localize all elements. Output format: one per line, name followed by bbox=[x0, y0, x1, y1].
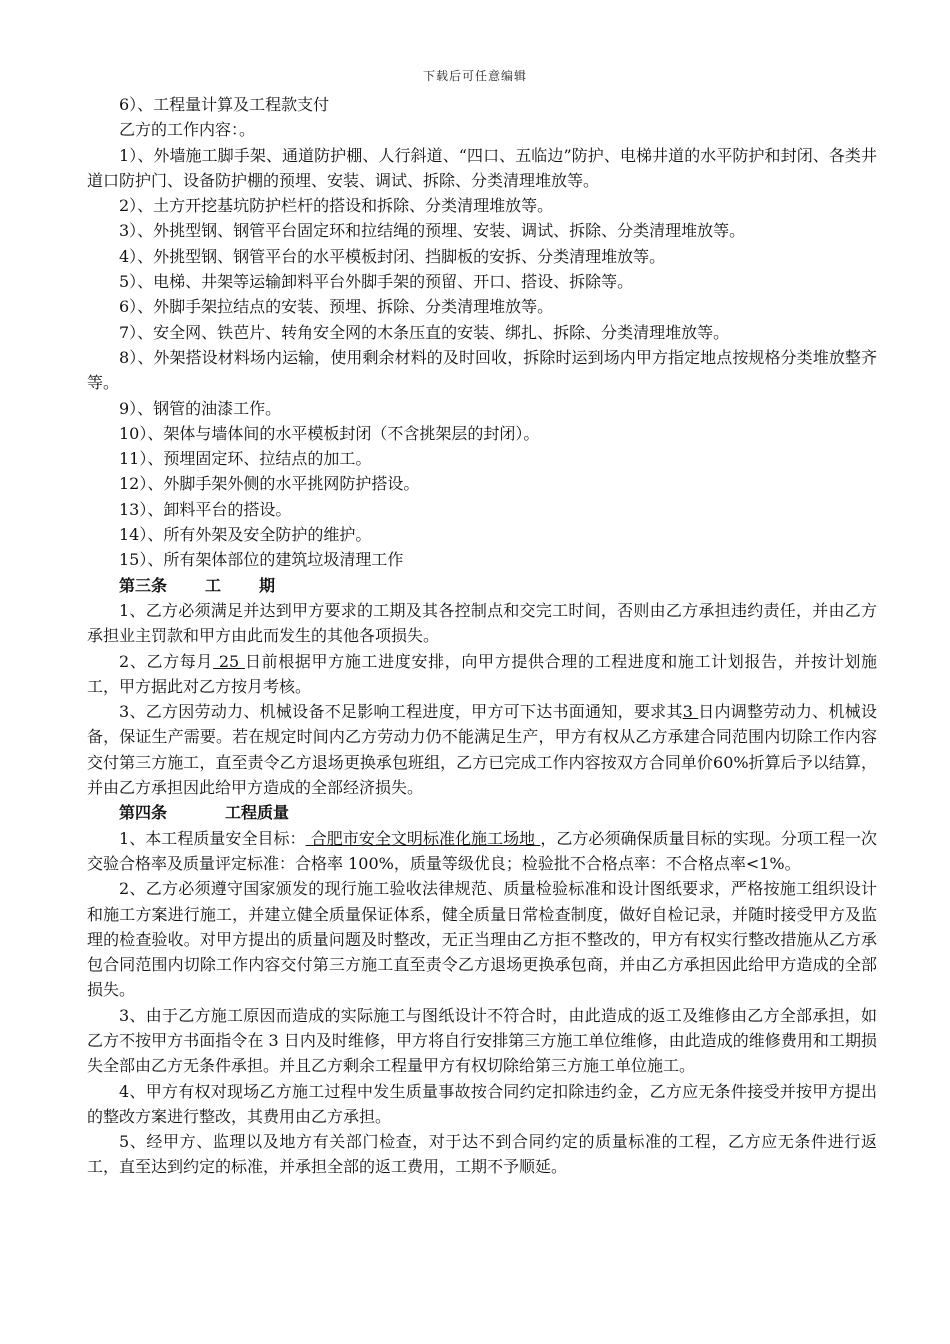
work-item-10: 10）、架体与墙体间的水平模板封闭（不含挑架层的封闭）。 bbox=[119, 423, 540, 443]
work-scope-heading: 乙方的工作内容：。 bbox=[119, 120, 256, 140]
article-4-clause-4: 4、甲方有权对现场乙方施工过程中发生质量事故按合同约定扣除违约金，乙方应无条件接受并按甲方提出的整改方案进行整改，其费用由乙方承担。 bbox=[87, 1081, 877, 1126]
item-6-line: 6）、工程量计算及工程款支付 bbox=[119, 95, 330, 114]
clause-3-text-a: 3、乙方因劳动力、机械设备不足影响工程进度，甲方可下达书面通知，要求其 bbox=[119, 702, 683, 722]
clause-2-text-b: 日前根据甲方施工进度安排，向甲方提供合理的工程进度和施工计划报告，并按计划施工，甲方据此对乙方按月考核。 bbox=[87, 651, 878, 696]
article-3-title-char-1: 工 bbox=[205, 575, 222, 595]
article-3-label: 第三条 bbox=[119, 575, 168, 595]
work-item-4: 4）、外挑型钢、钢管平台的水平模板封闭、挡脚板的安拆、分类清理堆放等。 bbox=[119, 246, 666, 266]
article-4-label: 第四条 bbox=[119, 803, 168, 823]
page-header: 下载后可任意编辑 bbox=[422, 69, 527, 83]
work-item-14: 14）、所有外架及安全防护的维护。 bbox=[119, 525, 372, 545]
quality-target-field: 合肥市安全文明标准化施工场地 bbox=[305, 828, 541, 848]
work-item-11: 11）、预埋固定环、拉结点的加工。 bbox=[119, 449, 372, 469]
article-3-title bbox=[87, 573, 877, 598]
adjust-days-field: 3 bbox=[682, 702, 699, 722]
article-3-title-char-2: 期 bbox=[259, 575, 276, 595]
work-item-5: 5）、电梯、井架等运输卸料平台外脚手架的预留、开口、搭设、拆除等。 bbox=[119, 272, 634, 292]
article-4-clause-3: 3、由于乙方施工原因而造成的实际施工与图纸设计不符合时，由此造成的返工及维修由乙方全部承担，如乙方不按甲方书面指令在 3 日内及时维修，甲方将自行安排第三方施工单位维修，由此造成的维修费用和工期损失全部由乙方无条件承担。并且乙方剩余工程量甲方有权切除给第三方施工单位施工。 bbox=[87, 1005, 877, 1076]
article-4-title bbox=[87, 800, 877, 825]
work-item-13: 13）、卸料平台的搭设。 bbox=[119, 499, 292, 519]
article-3-clause-3 bbox=[87, 699, 877, 800]
work-item-1: 1）、外墙施工脚手架、通道防护棚、人行斜道、“四口、五临边”防护、电梯井道的水平防护和封闭、各类井道口防护门、设备防护棚的预埋、安装、调试、拆除、分类清理堆放等。 bbox=[87, 145, 877, 190]
work-item-15: 15）、所有架体部位的建筑垃圾清理工作 bbox=[119, 550, 404, 570]
clause-2-text-a: 2、乙方每月 bbox=[119, 651, 214, 671]
article-4-clause-5: 5、经甲方、监理以及地方有关部门检查，对于达不到合同约定的质量标准的工程，乙方应无条件进行返工，直至达到约定的标准，并承担全部的返工费用，工期不予顺延。 bbox=[87, 1132, 877, 1177]
clause-1-text-b: ，乙方必须确保质量目标的实现。分项工程一次交验合格率及质量评定标准：合格率 100%，质量等级优良；检验批不合格点率：不合格点率<1%。 bbox=[87, 828, 877, 873]
work-item-3: 3）、外挑型钢、钢管平台固定环和拉结绳的预埋、安装、调试、拆除、分类清理堆放等。 bbox=[119, 221, 746, 241]
clause-3-text-b: 日内调整劳动力、机械设备，保证生产需要。若在规定时间内乙方劳动力仍不能满足生产，甲方有权从乙方承建合同范围内切除工作内容交付第三方施工，直至责令乙方退场更换承包班组，乙方已完成工作内容按双方合同单价60%折算后予以结算，并由乙方承担因此给甲方造成的全部经济损失。 bbox=[87, 702, 877, 798]
work-item-6: 6）、外脚手架拉结点的安装、预埋、拆除、分类清理堆放等。 bbox=[119, 297, 554, 317]
article-3-clause-1: 1、乙方必须满足并达到甲方要求的工期及其各控制点和交完工时间，否则由乙方承担违约责任，并由乙方承担业主罚款和甲方由此而发生的其他各项损失。 bbox=[87, 600, 877, 646]
work-item-8: 8）、外架搭设材料场内运输，使用剩余材料的及时回收，拆除时运到场内甲方指定地点按规格分类堆放整齐等。 bbox=[87, 347, 877, 393]
article-4-subject: 工程质量 bbox=[225, 803, 290, 823]
work-item-12: 12）、外脚手架外侧的水平挑网防护搭设。 bbox=[119, 474, 420, 494]
report-day-field: 25 bbox=[213, 651, 245, 671]
work-item-9: 9）、钢管的油漆工作。 bbox=[119, 398, 282, 418]
document-body bbox=[87, 92, 877, 1180]
article-4-clause-1 bbox=[87, 826, 877, 877]
clause-1-text-a: 1、本工程质量安全目标： bbox=[119, 828, 306, 848]
work-item-7: 7）、安全网、铁芭片、转角安全网的木条压直的安装、绑扎、拆除、分类清理堆放等。 bbox=[119, 322, 730, 342]
article-3-clause-2 bbox=[87, 649, 877, 700]
work-item-2: 2）、土方开挖基坑防护栏杆的搭设和拆除、分类清理堆放等。 bbox=[119, 196, 554, 216]
article-4-clause-2: 2、乙方必须遵守国家颁发的现行施工验收法律规范、质量检验标准和设计图纸要求，严格按施工组织设计和施工方案进行施工，并建立健全质量保证体系，健全质量日常检查制度，做好自检记录，并随时接受甲方及监理的检查验收。对甲方提出的质量问题及时整改，无正当理由乙方拒不整改的，甲方有权实行整改措施从乙方承包合同范围内切除工作内容交付第三方施工直至责令乙方退场更换承包商，并由乙方承担因此给甲方造成的全部损失。 bbox=[87, 879, 877, 1000]
